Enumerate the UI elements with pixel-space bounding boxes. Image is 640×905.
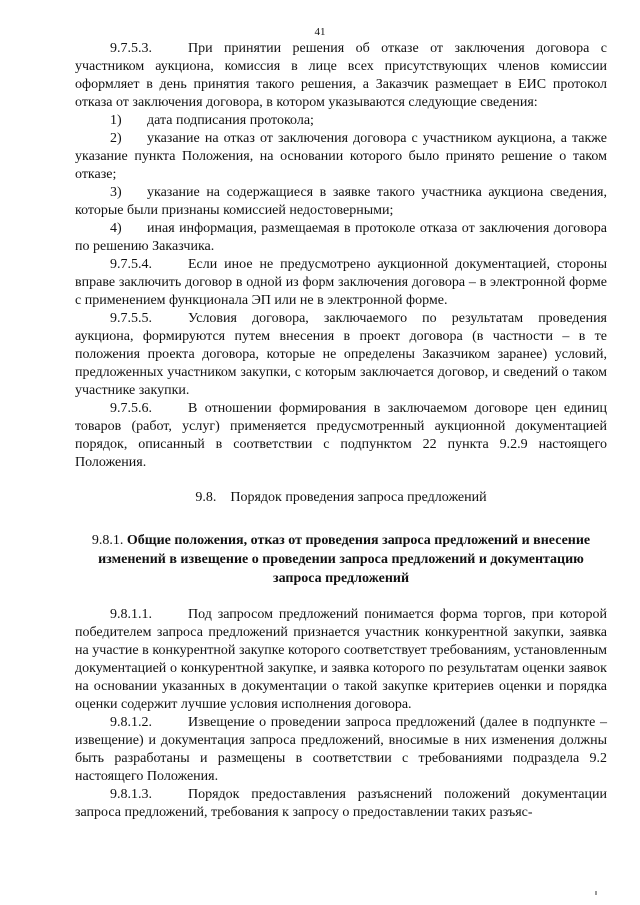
- paragraph-text: Условия договора, заключаемого по результатам проведения аукциона, формируются путем внесения в проект договора (в частности – в те положения проекта договора, которые не определены Заказчиком заранее) условий, предложенных участником закупки, с которым заключается договор, и сведений о таком участнике закупки.: [75, 311, 607, 398]
- document-body: [75, 40, 607, 822]
- paragraph-number: 9.8.1.3.: [110, 787, 152, 802]
- paragraph-number: 9.7.5.5.: [110, 311, 152, 326]
- paragraph-text: При принятии решения об отказе от заключения договора с участником аукциона, комиссия в лице всех присутствующих членов комиссии оформляет в день принятия такого решения, а Заказчик размещает в ЕИС протокол отказа от заключения договора, в котором указываются следующие сведения:: [75, 41, 607, 110]
- list-item: [75, 112, 607, 130]
- paragraph-number: 9.7.5.6.: [110, 401, 152, 416]
- paragraph-text: В отношении формирования в заключаемом договоре цен единиц товаров (работ, услуг) применяется предусмотренный аукционной документацией порядок, описанный в соответствии с подпунктом 22 пункта 9.2.9 настоящего Положения.: [75, 401, 607, 470]
- paragraph: [75, 256, 607, 310]
- page-number: 41: [314, 26, 326, 38]
- paragraph: [75, 714, 607, 786]
- list-item-number: 3): [110, 185, 122, 200]
- paragraph-number: 9.7.5.3.: [110, 41, 152, 56]
- subsection-title-text: Общие положения, отказ от проведения запроса предложений и внесение изменений в извещение о проведении запроса предложений и документацию запроса предложений: [98, 533, 591, 586]
- paragraph-text: Под запросом предложений понимается форма торгов, при которой победителем запроса предложений признается участник конкурентной закупки, заявка на участие в конкурентной закупке которого соответствует требованиям, установленным документацией о конкурентной закупке, и заявка которого по результатам оценки заявок на основании указанных в документации о такой закупке критериев оценки и порядка оценки содержит лучшие условия исполнения договора.: [75, 607, 607, 712]
- list-item-text: дата подписания протокола;: [147, 113, 314, 128]
- list-item-text: указание на отказ от заключения договора с участником аукциона, а также указание пункта Положения, на основании которого было принято решение о таком отказе;: [75, 131, 607, 182]
- paragraph-number: 9.8.1.1.: [110, 607, 152, 622]
- section-number: 9.8.: [195, 490, 217, 505]
- subsection-title: [83, 531, 599, 588]
- list-item-text: иная информация, размещаемая в протоколе отказа от заключения договора по решению Заказчика.: [75, 221, 607, 254]
- paragraph: [75, 310, 607, 400]
- section-title: [75, 489, 607, 507]
- paragraph-text: Извещение о проведении запроса предложений (далее в подпункте – извещение) и документация запроса предложений, вносимые в них изменения должны быть разработаны и размещены в соответствии с требованиями подраздела 9.2 настоящего Положения.: [75, 715, 607, 784]
- paragraph-number: 9.8.1.2.: [110, 715, 152, 730]
- scan-mark: [595, 891, 597, 895]
- section-title-text: Порядок проведения запроса предложений: [230, 490, 487, 505]
- paragraph-number: 9.7.5.4.: [110, 257, 152, 272]
- list-item: [75, 130, 607, 184]
- list-item-number: 2): [110, 131, 122, 146]
- list-item: [75, 220, 607, 256]
- paragraph: [75, 786, 607, 822]
- list-item-number: 1): [110, 113, 122, 128]
- paragraph-text: Если иное не предусмотрено аукционной документацией, стороны вправе заключить договор в одной из форм заключения договора – в электронной форме с применением функционала ЭП или не в электронной форме.: [75, 257, 607, 308]
- paragraph: [75, 40, 607, 112]
- subsection-number: 9.8.1.: [91, 533, 124, 548]
- paragraph-text: Порядок предоставления разъяснений положений документации запроса предложений, требования к запросу о предоставлении таких разъяс-: [75, 787, 607, 820]
- list-item-number: 4): [110, 221, 122, 236]
- paragraph: [75, 606, 607, 714]
- list-item: [75, 184, 607, 220]
- list-item-text: указание на содержащиеся в заявке такого участника аукциона сведения, которые были признаны комиссией недостоверными;: [75, 185, 607, 218]
- paragraph: [75, 400, 607, 472]
